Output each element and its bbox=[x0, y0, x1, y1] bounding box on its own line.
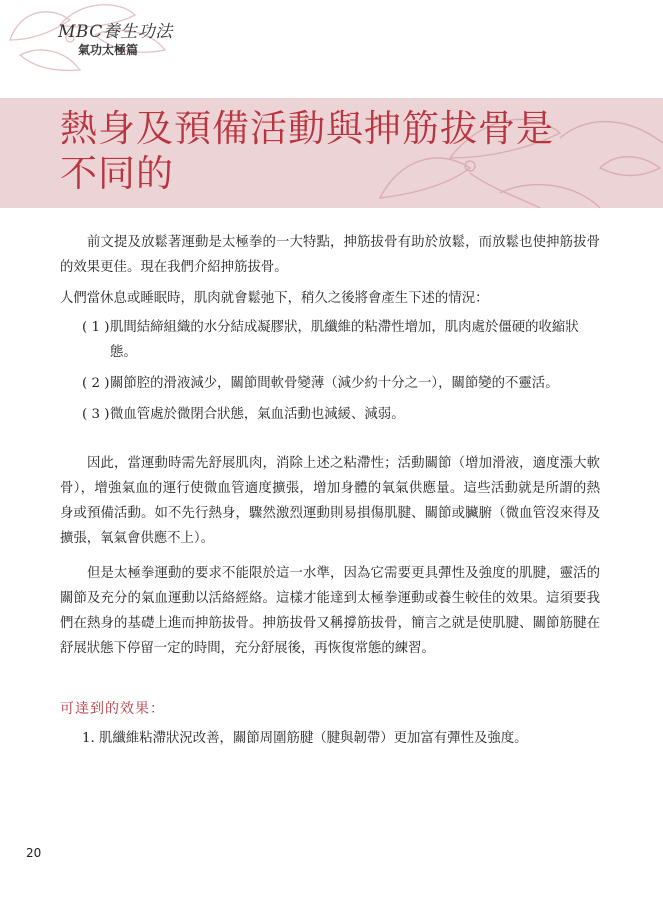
brand-subtitle: 氣功太極篇 bbox=[78, 43, 139, 57]
page-number: 20 bbox=[26, 846, 42, 860]
title-line-2: 不同的 bbox=[60, 152, 174, 195]
page-title bbox=[60, 106, 640, 196]
condition-number: ( 3 ) bbox=[82, 407, 110, 422]
title-banner bbox=[0, 98, 663, 208]
condition-text: 肌間結締組織的水分結成凝膠狀，肌纖維的粘滯性增加，肌肉處於僵硬的收縮狀態。 bbox=[110, 320, 579, 360]
condition-text: 微血管處於微閉合狀態，氣血活動也減緩、減弱。 bbox=[110, 407, 405, 422]
stretching-paragraph: 但是太極拳運動的要求不能限於這一水準，因為它需要更具彈性及強度的肌腱，靈活的關節及充分的氣血運動以活絡經絡。這樣才能達到太極拳運動或養生較佳的效果。這須要我們在熱身的基礎上進而抻筋拔骨。抻筋拔骨又稱撐筋拔骨，簡言之就是使肌腱、關節筋腱在舒展狀態下停留一定的時間，充分舒展後，再恢復常態的練習。 bbox=[60, 566, 600, 656]
article-body bbox=[60, 230, 600, 751]
effects-item: 1. 肌纖維粘滯狀況改善，關節周圍筋腱（腱與韌帶）更加富有彈性及強度。 bbox=[82, 731, 528, 746]
condition-number: ( 2 ) bbox=[82, 376, 110, 391]
brand-title: MBC養生功法 bbox=[58, 22, 173, 42]
condition-item bbox=[60, 402, 600, 427]
title-line-1: 熱身及預備活動與抻筋拔骨是 bbox=[60, 107, 554, 150]
conditions-lead: 人們當休息或睡眠時，肌肉就會鬆弛下，稍久之後將會產生下述的情況： bbox=[60, 291, 489, 306]
condition-item bbox=[60, 315, 600, 365]
effects-heading: 可達到的效果： bbox=[60, 701, 165, 717]
header-brand bbox=[58, 22, 258, 58]
warmup-paragraph: 因此，當運動時需先舒展肌肉，消除上述之粘滯性；活動關節（增加滑液，適度漲大軟骨），增強氣血的運行使微血管適度擴張，增加身體的氧氣供應量。這些活動就是所謂的熱身或預備活動。如不先行熱身，驟然激烈運動則易損傷肌腱、關節或臟腑（微血管沒來得及擴張，氧氣會供應不上）。 bbox=[60, 456, 600, 546]
intro-paragraph: 前文提及放鬆著運動是太極拳的一大特點，抻筋拔骨有助於放鬆，而放鬆也使抻筋拔骨的效果更佳。現在我們介紹抻筋拔骨。 bbox=[60, 235, 600, 275]
condition-text: 關節腔的滑液減少，關節間軟骨變薄（減少約十分之一），關節變的不靈活。 bbox=[110, 376, 559, 391]
condition-item bbox=[60, 371, 600, 396]
condition-number: ( 1 ) bbox=[82, 320, 110, 335]
